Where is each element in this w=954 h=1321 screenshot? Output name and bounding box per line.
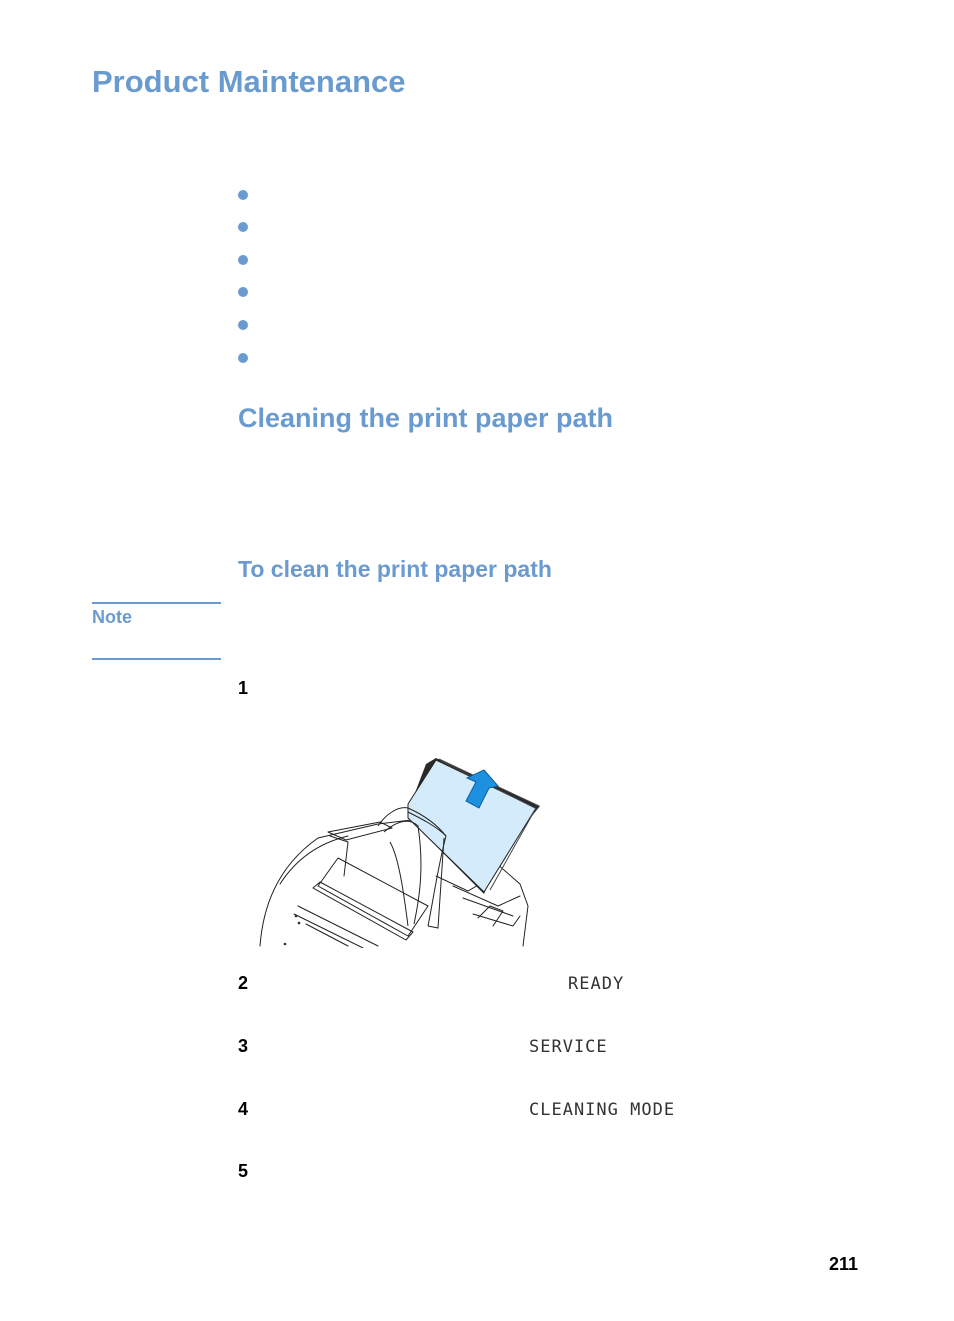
- lcd-message-ready: READY: [568, 974, 625, 994]
- step-number-2: 2: [238, 973, 249, 993]
- bullet-point: [238, 287, 248, 297]
- bullet-point: [238, 353, 248, 363]
- step-number-5: 5: [238, 1161, 249, 1181]
- bullet-point: [238, 255, 248, 265]
- note-label: Note: [92, 607, 132, 627]
- bullet-point: [238, 222, 248, 232]
- subsection-title: To clean the print paper path: [238, 556, 552, 582]
- step-number-1: 1: [238, 678, 249, 698]
- bullet-point: [238, 190, 248, 200]
- page-number: 211: [829, 1254, 859, 1274]
- note-top-rule: [92, 602, 221, 604]
- page-title: Product Maintenance: [92, 64, 406, 99]
- step-number-3: 3: [238, 1036, 249, 1056]
- section-title: Cleaning the print paper path: [238, 403, 614, 433]
- step-number-4: 4: [238, 1099, 249, 1119]
- bullet-point: [238, 320, 248, 330]
- printer-illustration: [258, 756, 543, 948]
- printer-loading-paper-illustration-icon: [258, 756, 543, 948]
- lcd-message-cleaning-mode: CLEANING MODE: [529, 1100, 676, 1120]
- note-bottom-rule: [92, 658, 221, 660]
- lcd-message-service: SERVICE: [529, 1037, 608, 1057]
